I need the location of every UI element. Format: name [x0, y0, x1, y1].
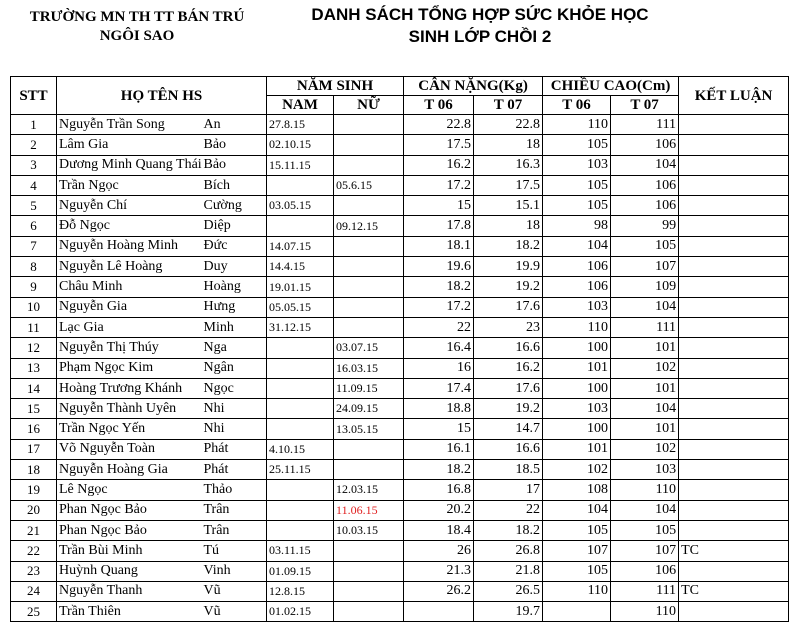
- cell-family-name: Phan Ngọc Bảo: [57, 500, 202, 520]
- cell-birth-female: [334, 602, 404, 622]
- cell-birth-female: 09.12.15: [334, 216, 404, 236]
- table-row: [11, 338, 789, 358]
- header-female: NỮ: [334, 96, 404, 115]
- cell-conclusion: [679, 297, 789, 317]
- cell-weight-t07: 26.5: [474, 581, 543, 601]
- cell-row-number: 10: [11, 297, 57, 317]
- table-row: [11, 561, 789, 581]
- cell-row-number: 13: [11, 358, 57, 378]
- cell-given-name: Hưng: [202, 297, 267, 317]
- cell-weight-t06: 18.2: [404, 460, 474, 480]
- cell-conclusion: [679, 602, 789, 622]
- cell-height-t06: 100: [543, 378, 611, 398]
- cell-weight-t07: 16.3: [474, 155, 543, 175]
- cell-height-t06: 103: [543, 399, 611, 419]
- cell-height-t07: 110: [611, 480, 679, 500]
- cell-family-name: Nguyễn Lê Hoàng: [57, 257, 202, 277]
- cell-row-number: 23: [11, 561, 57, 581]
- cell-height-t06: 110: [543, 581, 611, 601]
- cell-height-t07: 103: [611, 460, 679, 480]
- cell-height-t06: 105: [543, 520, 611, 540]
- cell-height-t07: 111: [611, 581, 679, 601]
- cell-height-t07: 101: [611, 338, 679, 358]
- table-row: [11, 297, 789, 317]
- cell-family-name: Lạc Gia: [57, 317, 202, 337]
- cell-birth-male: 15.11.15: [267, 155, 334, 175]
- cell-height-t06: 102: [543, 460, 611, 480]
- cell-row-number: 3: [11, 155, 57, 175]
- cell-weight-t06: 26.2: [404, 581, 474, 601]
- cell-family-name: Lê Ngọc: [57, 480, 202, 500]
- cell-conclusion: [679, 216, 789, 236]
- cell-conclusion: [679, 338, 789, 358]
- page-title-line1: DANH SÁCH TỔNG HỢP SỨC KHỎE HỌC: [311, 5, 649, 24]
- cell-conclusion: [679, 358, 789, 378]
- cell-weight-t07: 19.2: [474, 277, 543, 297]
- cell-birth-female: [334, 561, 404, 581]
- cell-height-t06: 104: [543, 236, 611, 256]
- header-birth-year: NĂM SINH: [267, 77, 404, 96]
- cell-height-t06: 105: [543, 561, 611, 581]
- cell-conclusion: [679, 480, 789, 500]
- cell-family-name: Nguyễn Thị Thúy: [57, 338, 202, 358]
- cell-weight-t06: 16: [404, 358, 474, 378]
- cell-height-t06: 106: [543, 277, 611, 297]
- table-row: [11, 358, 789, 378]
- cell-birth-male: 12.8.15: [267, 581, 334, 601]
- cell-birth-female: [334, 277, 404, 297]
- table-row: [11, 480, 789, 500]
- cell-given-name: Minh: [202, 317, 267, 337]
- cell-conclusion: [679, 236, 789, 256]
- cell-weight-t06: 15: [404, 196, 474, 216]
- cell-family-name: Nguyễn Hoàng Minh: [57, 236, 202, 256]
- cell-birth-male: 01.09.15: [267, 561, 334, 581]
- table-row: [11, 520, 789, 540]
- table-row: [11, 135, 789, 155]
- cell-birth-male: 02.10.15: [267, 135, 334, 155]
- cell-birth-female: [334, 135, 404, 155]
- cell-height-t07: 104: [611, 297, 679, 317]
- header-stt: STT: [11, 77, 57, 115]
- cell-weight-t07: 23: [474, 317, 543, 337]
- cell-birth-male: 19.01.15: [267, 277, 334, 297]
- cell-weight-t07: 16.6: [474, 338, 543, 358]
- cell-height-t07: 107: [611, 541, 679, 561]
- cell-weight-t07: 19.2: [474, 399, 543, 419]
- cell-family-name: Nguyễn Hoàng Gia: [57, 460, 202, 480]
- cell-weight-t06: 16.1: [404, 439, 474, 459]
- cell-weight-t06: 19.6: [404, 257, 474, 277]
- cell-row-number: 5: [11, 196, 57, 216]
- cell-height-t07: 102: [611, 358, 679, 378]
- cell-height-t06: 104: [543, 500, 611, 520]
- cell-weight-t06: 21.3: [404, 561, 474, 581]
- cell-weight-t07: 26.8: [474, 541, 543, 561]
- cell-conclusion: [679, 155, 789, 175]
- table-row: [11, 460, 789, 480]
- cell-birth-male: [267, 500, 334, 520]
- cell-birth-female: [334, 439, 404, 459]
- cell-family-name: Lâm Gia: [57, 135, 202, 155]
- cell-conclusion: TC: [679, 541, 789, 561]
- cell-birth-male: 14.4.15: [267, 257, 334, 277]
- header-height: CHIỀU CAO(Cm): [543, 77, 679, 96]
- cell-given-name: Thảo: [202, 480, 267, 500]
- cell-given-name: Phát: [202, 460, 267, 480]
- cell-given-name: Duy: [202, 257, 267, 277]
- cell-weight-t06: 18.4: [404, 520, 474, 540]
- cell-given-name: Trân: [202, 500, 267, 520]
- cell-height-t07: 101: [611, 419, 679, 439]
- cell-conclusion: [679, 175, 789, 195]
- cell-height-t06: 105: [543, 135, 611, 155]
- cell-weight-t07: 18.2: [474, 236, 543, 256]
- cell-height-t07: 99: [611, 216, 679, 236]
- cell-weight-t07: 22: [474, 500, 543, 520]
- cell-conclusion: [679, 460, 789, 480]
- cell-given-name: An: [202, 115, 267, 135]
- cell-given-name: Phát: [202, 439, 267, 459]
- cell-birth-male: 27.8.15: [267, 115, 334, 135]
- cell-height-t07: 111: [611, 317, 679, 337]
- cell-family-name: Hoàng Trương Khánh: [57, 378, 202, 398]
- cell-height-t07: 111: [611, 115, 679, 135]
- table-row: [11, 419, 789, 439]
- cell-row-number: 8: [11, 257, 57, 277]
- cell-birth-female: [334, 196, 404, 216]
- cell-given-name: Ngọc: [202, 378, 267, 398]
- cell-birth-male: 05.05.15: [267, 297, 334, 317]
- cell-weight-t07: 18: [474, 135, 543, 155]
- table-row: [11, 115, 789, 135]
- cell-given-name: Bảo: [202, 155, 267, 175]
- cell-height-t07: 106: [611, 196, 679, 216]
- cell-height-t07: 101: [611, 378, 679, 398]
- cell-given-name: Nga: [202, 338, 267, 358]
- cell-height-t07: 106: [611, 135, 679, 155]
- table-row: [11, 257, 789, 277]
- header-conclusion: KẾT LUẬN: [679, 77, 789, 115]
- cell-weight-t07: 17.6: [474, 378, 543, 398]
- cell-height-t06: 98: [543, 216, 611, 236]
- cell-family-name: Nguyễn Chí: [57, 196, 202, 216]
- cell-row-number: 18: [11, 460, 57, 480]
- table-row: [11, 277, 789, 297]
- cell-height-t06: 105: [543, 196, 611, 216]
- cell-weight-t07: 18: [474, 216, 543, 236]
- cell-family-name: Võ Nguyễn Toàn: [57, 439, 202, 459]
- cell-weight-t06: 15: [404, 419, 474, 439]
- cell-weight-t06: 16.4: [404, 338, 474, 358]
- cell-row-number: 6: [11, 216, 57, 236]
- cell-birth-female: [334, 257, 404, 277]
- header-weight: CÂN NẶNG(Kg): [404, 77, 543, 96]
- cell-weight-t07: 22.8: [474, 115, 543, 135]
- cell-row-number: 17: [11, 439, 57, 459]
- table-row: [11, 216, 789, 236]
- cell-height-t06: 103: [543, 155, 611, 175]
- page-title-line2: SINH LỚP CHỒI 2: [408, 27, 552, 46]
- cell-height-t06: 101: [543, 358, 611, 378]
- cell-height-t07: 104: [611, 500, 679, 520]
- cell-birth-male: 4.10.15: [267, 439, 334, 459]
- cell-birth-male: 25.11.15: [267, 460, 334, 480]
- school-name-line2: NGÔI SAO: [99, 28, 175, 44]
- cell-given-name: Hoàng: [202, 277, 267, 297]
- cell-row-number: 16: [11, 419, 57, 439]
- cell-row-number: 12: [11, 338, 57, 358]
- cell-weight-t06: 17.2: [404, 297, 474, 317]
- table-row: [11, 439, 789, 459]
- cell-family-name: Trần Ngọc Yến: [57, 419, 202, 439]
- cell-weight-t07: 21.8: [474, 561, 543, 581]
- cell-birth-female: 10.03.15: [334, 520, 404, 540]
- cell-family-name: Phạm Ngọc Kim: [57, 358, 202, 378]
- cell-conclusion: [679, 561, 789, 581]
- table-row: [11, 541, 789, 561]
- cell-height-t06: 100: [543, 419, 611, 439]
- cell-height-t06: 105: [543, 175, 611, 195]
- cell-height-t07: 106: [611, 561, 679, 581]
- cell-row-number: 15: [11, 399, 57, 419]
- cell-family-name: Nguyễn Gia: [57, 297, 202, 317]
- cell-birth-male: 03.05.15: [267, 196, 334, 216]
- cell-family-name: Trần Thiên: [57, 602, 202, 622]
- cell-row-number: 9: [11, 277, 57, 297]
- cell-given-name: Tú: [202, 541, 267, 561]
- cell-family-name: Nguyễn Thành Uyên: [57, 399, 202, 419]
- cell-birth-female: [334, 236, 404, 256]
- cell-weight-t06: 18.1: [404, 236, 474, 256]
- header-weight-t06: T 06: [404, 96, 474, 115]
- cell-birth-male: [267, 358, 334, 378]
- cell-conclusion: [679, 257, 789, 277]
- cell-family-name: Dương Minh Quang Thái: [57, 155, 202, 175]
- cell-given-name: Vinh: [202, 561, 267, 581]
- cell-given-name: Nhi: [202, 419, 267, 439]
- cell-given-name: Vũ: [202, 602, 267, 622]
- cell-birth-male: [267, 480, 334, 500]
- cell-conclusion: [679, 439, 789, 459]
- cell-height-t07: 110: [611, 602, 679, 622]
- cell-birth-female: [334, 297, 404, 317]
- cell-birth-female: [334, 541, 404, 561]
- cell-weight-t07: 19.7: [474, 602, 543, 622]
- cell-height-t07: 104: [611, 399, 679, 419]
- table-row: [11, 602, 789, 622]
- cell-row-number: 21: [11, 520, 57, 540]
- cell-height-t06: 100: [543, 338, 611, 358]
- table-row: [11, 317, 789, 337]
- cell-birth-male: 14.07.15: [267, 236, 334, 256]
- cell-birth-female: 03.07.15: [334, 338, 404, 358]
- cell-weight-t06: 18.2: [404, 277, 474, 297]
- cell-birth-male: 03.11.15: [267, 541, 334, 561]
- cell-birth-female: 24.09.15: [334, 399, 404, 419]
- table-row: [11, 581, 789, 601]
- cell-birth-female: 11.09.15: [334, 378, 404, 398]
- cell-weight-t06: 17.8: [404, 216, 474, 236]
- cell-row-number: 14: [11, 378, 57, 398]
- table-row: [11, 500, 789, 520]
- cell-given-name: Trân: [202, 520, 267, 540]
- header-name: HỌ TÊN HS: [57, 77, 267, 115]
- cell-given-name: Cường: [202, 196, 267, 216]
- cell-height-t06: 107: [543, 541, 611, 561]
- cell-family-name: Châu Minh: [57, 277, 202, 297]
- cell-weight-t06: 17.4: [404, 378, 474, 398]
- cell-weight-t06: 16.8: [404, 480, 474, 500]
- cell-weight-t07: 19.9: [474, 257, 543, 277]
- cell-height-t07: 106: [611, 175, 679, 195]
- cell-height-t07: 105: [611, 520, 679, 540]
- cell-conclusion: [679, 196, 789, 216]
- cell-given-name: Vũ: [202, 581, 267, 601]
- cell-conclusion: [679, 115, 789, 135]
- cell-height-t06: 103: [543, 297, 611, 317]
- header-male: NAM: [267, 96, 334, 115]
- cell-height-t06: 106: [543, 257, 611, 277]
- cell-row-number: 24: [11, 581, 57, 601]
- header-weight-t07: T 07: [474, 96, 543, 115]
- cell-weight-t07: 15.1: [474, 196, 543, 216]
- cell-conclusion: [679, 419, 789, 439]
- cell-height-t07: 109: [611, 277, 679, 297]
- table-row: [11, 378, 789, 398]
- cell-conclusion: [679, 520, 789, 540]
- header-height-t06: T 06: [543, 96, 611, 115]
- school-name: [8, 8, 266, 46]
- cell-weight-t07: 17: [474, 480, 543, 500]
- cell-height-t06: 101: [543, 439, 611, 459]
- cell-birth-male: [267, 338, 334, 358]
- cell-family-name: Trần Bùi Minh: [57, 541, 202, 561]
- cell-height-t07: 107: [611, 257, 679, 277]
- cell-weight-t06: 17.5: [404, 135, 474, 155]
- cell-row-number: 1: [11, 115, 57, 135]
- cell-weight-t07: 16.2: [474, 358, 543, 378]
- cell-row-number: 20: [11, 500, 57, 520]
- cell-height-t06: 110: [543, 115, 611, 135]
- cell-conclusion: [679, 317, 789, 337]
- cell-weight-t06: 22.8: [404, 115, 474, 135]
- cell-birth-male: [267, 520, 334, 540]
- cell-family-name: Nguyễn Trần Song: [57, 115, 202, 135]
- cell-weight-t07: 18.2: [474, 520, 543, 540]
- cell-row-number: 25: [11, 602, 57, 622]
- cell-birth-female: [334, 460, 404, 480]
- cell-conclusion: [679, 399, 789, 419]
- cell-row-number: 4: [11, 175, 57, 195]
- cell-given-name: Ngân: [202, 358, 267, 378]
- cell-weight-t07: 18.5: [474, 460, 543, 480]
- cell-given-name: Bảo: [202, 135, 267, 155]
- cell-birth-female: 05.6.15: [334, 175, 404, 195]
- cell-birth-male: [267, 175, 334, 195]
- cell-birth-female: 13.05.15: [334, 419, 404, 439]
- cell-row-number: 11: [11, 317, 57, 337]
- cell-birth-female: [334, 115, 404, 135]
- cell-family-name: Phan Ngọc Bảo: [57, 520, 202, 540]
- cell-birth-female: 16.03.15: [334, 358, 404, 378]
- cell-weight-t06: 22: [404, 317, 474, 337]
- cell-row-number: 7: [11, 236, 57, 256]
- cell-row-number: 22: [11, 541, 57, 561]
- cell-height-t07: 105: [611, 236, 679, 256]
- cell-family-name: Huỳnh Quang: [57, 561, 202, 581]
- cell-weight-t07: 14.7: [474, 419, 543, 439]
- page-title: [270, 4, 690, 48]
- table-body: [11, 115, 789, 622]
- cell-birth-male: 31.12.15: [267, 317, 334, 337]
- cell-height-t07: 104: [611, 155, 679, 175]
- cell-height-t06: [543, 602, 611, 622]
- cell-weight-t06: 20.2: [404, 500, 474, 520]
- table-row: [11, 236, 789, 256]
- cell-birth-male: 01.02.15: [267, 602, 334, 622]
- cell-height-t06: 110: [543, 317, 611, 337]
- cell-birth-female: 12.03.15: [334, 480, 404, 500]
- cell-height-t07: 102: [611, 439, 679, 459]
- cell-weight-t07: 16.6: [474, 439, 543, 459]
- cell-birth-female: [334, 155, 404, 175]
- health-table: [10, 76, 789, 622]
- cell-conclusion: [679, 277, 789, 297]
- cell-given-name: Diệp: [202, 216, 267, 236]
- cell-conclusion: [679, 500, 789, 520]
- table-row: [11, 196, 789, 216]
- cell-conclusion: TC: [679, 581, 789, 601]
- cell-birth-female: [334, 317, 404, 337]
- cell-family-name: Trần Ngọc: [57, 175, 202, 195]
- header-height-t07: T 07: [611, 96, 679, 115]
- cell-family-name: Đỗ Ngọc: [57, 216, 202, 236]
- cell-weight-t06: 18.8: [404, 399, 474, 419]
- table-row: [11, 175, 789, 195]
- cell-given-name: Đức: [202, 236, 267, 256]
- table-row: [11, 155, 789, 175]
- cell-conclusion: [679, 378, 789, 398]
- school-name-line1: TRƯỜNG MN TH TT BÁN TRÚ: [29, 9, 245, 25]
- cell-given-name: Nhi: [202, 399, 267, 419]
- cell-birth-male: [267, 216, 334, 236]
- cell-row-number: 19: [11, 480, 57, 500]
- cell-weight-t06: 26: [404, 541, 474, 561]
- cell-conclusion: [679, 135, 789, 155]
- cell-birth-male: [267, 399, 334, 419]
- cell-birth-female: [334, 581, 404, 601]
- cell-weight-t06: [404, 602, 474, 622]
- cell-weight-t07: 17.5: [474, 175, 543, 195]
- cell-height-t06: 108: [543, 480, 611, 500]
- cell-weight-t06: 17.2: [404, 175, 474, 195]
- cell-birth-male: [267, 419, 334, 439]
- cell-birth-male: [267, 378, 334, 398]
- cell-row-number: 2: [11, 135, 57, 155]
- cell-weight-t06: 16.2: [404, 155, 474, 175]
- cell-weight-t07: 17.6: [474, 297, 543, 317]
- cell-family-name: Nguyễn Thanh: [57, 581, 202, 601]
- cell-birth-female: 11.06.15: [334, 500, 404, 520]
- table-row: [11, 399, 789, 419]
- cell-given-name: Bích: [202, 175, 267, 195]
